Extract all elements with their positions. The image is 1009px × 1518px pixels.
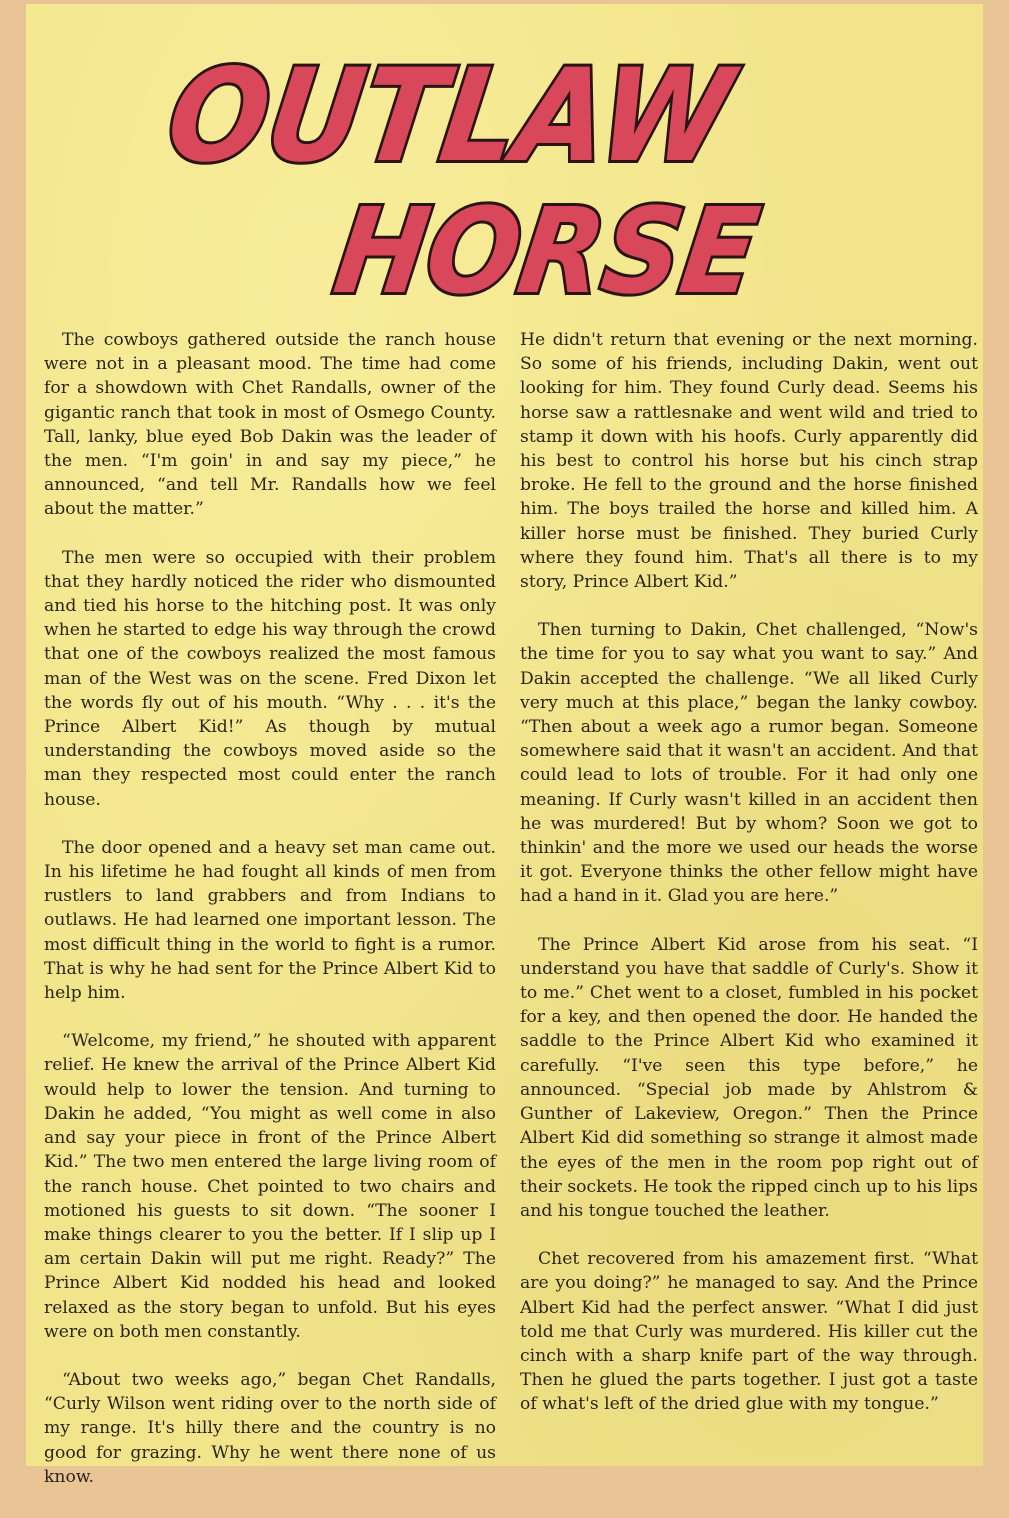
story-title [0, 0, 1009, 320]
paragraph: “Welcome, my friend,” he shouted with apparent relief. He knew the arrival of the Prince Albert Kid would help to lower the tension. And turning to Dakin he added, “You might as well come in also and say your piece in front of the Prince Albert Kid.” The two men entered the large living room of the ranch house. Chet pointed to two chairs and motioned his guests to sit down. “The sooner I make things clearer to you the better. If I slip up I am certain Dakin will put me right. Ready?” The Prince Albert Kid nodded his head and looked relaxed as the story began to unfold. But his eyes were on both men constantly. [44, 1031, 496, 1342]
paragraph: Then turning to Dakin, Chet challenged, “Now's the time for you to say what you want to say.” And Dakin accepted the challenge. “We all liked Curly very much at this place,” began the lanky cowboy. “Then about a week ago a rumor began. Someone somewhere said that it wasn't an accident. And that could lead to lots of trouble. For it had only one meaning. If Curly wasn't killed in an accident then he was murdered! But by whom? Soon we got to thinkin' and the more we used our heads the worse it got. Everyone thinks the other fellow might have had a hand in it. Glad you are here.” [520, 620, 978, 907]
paragraph: The men were so occupied with their problem that they hardly noticed the rider who dismounted and tied his horse to the hitching post. It was only when he started to edge his way through the crowd that one of the cowboys realized the most famous man of the West was on the scene. Fred Dixon let the words fly out of his mouth. “Why . . . it's the Prince Albert Kid!” As though by mutual understanding the cowboys moved aside so the man they respected most could enter the ranch house. [44, 547, 496, 810]
paragraph: He didn't return that evening or the next morning. So some of his friends, including Dakin, went out looking for him. They found Curly dead. Seems his horse saw a rattlesnake and went wild and tried to stamp it down with his hoofs. Curly apparently did his best to control his horse but his cinch strap broke. He fell to the ground and the horse finished him. The boys trailed the horse and killed him. A killer horse must be finished. They buried Curly where they found him. That's all there is to my story, Prince Albert Kid.” [520, 330, 978, 593]
right-column [520, 328, 978, 1441]
paragraph: The cowboys gathered outside the ranch house were not in a pleasant mood. The time had come for a showdown with Chet Randalls, owner of the gigantic ranch that took in most of Osmego County. Tall, lanky, blue eyed Bob Dakin was the leader of the men. “I'm goin' in and say my piece,” he announced, “and tell Mr. Randalls how we feel about the matter.” [44, 330, 496, 520]
title-line-1: OUTLAW [159, 42, 795, 191]
paragraph: The Prince Albert Kid arose from his seat. “I understand you have that saddle of Curly's. Show it to me.” Chet went to a closet, fumbled in his pocket for a key, and then opened the door. He handed the saddle to the Prince Albert Kid who examined it carefully. “I've seen this type before,” he announced. “Special job made by Ahlstrom & Gunther of Lakeview, Oregon.” Then the Prince Albert Kid did something so strange it almost made the eyes of the men in the room pop right out of their sockets. He took the ripped cinch up to his lips and his tongue touched the leather. [520, 934, 978, 1221]
paragraph: “About two weeks ago,” began Chet Randalls, “Curly Wilson went riding over to the north side of my range. It's hilly there and the country is no good for grazing. Why he went there none of us know. [44, 1369, 496, 1487]
paragraph: The door opened and a heavy set man came out. In his lifetime he had fought all kinds of men from rustlers to land grabbers and from Indians to outlaws. He had learned one important lesson. The most difficult thing in the world to fight is a rumor. That is why he had sent for the Prince Albert Kid to help him. [44, 837, 496, 1004]
title-line-2: HORSE [327, 182, 802, 320]
paragraph: Chet recovered from his amazement first. “What are you doing?” he managed to say. And the Prince Albert Kid had the perfect answer. “What I did just told me that Curly was murdered. His killer cut the cinch with a sharp knife part of the way through. Then he glued the parts together. I just got a taste of what's left of the dried glue with my tongue.” [520, 1249, 978, 1415]
left-column [44, 328, 496, 1513]
